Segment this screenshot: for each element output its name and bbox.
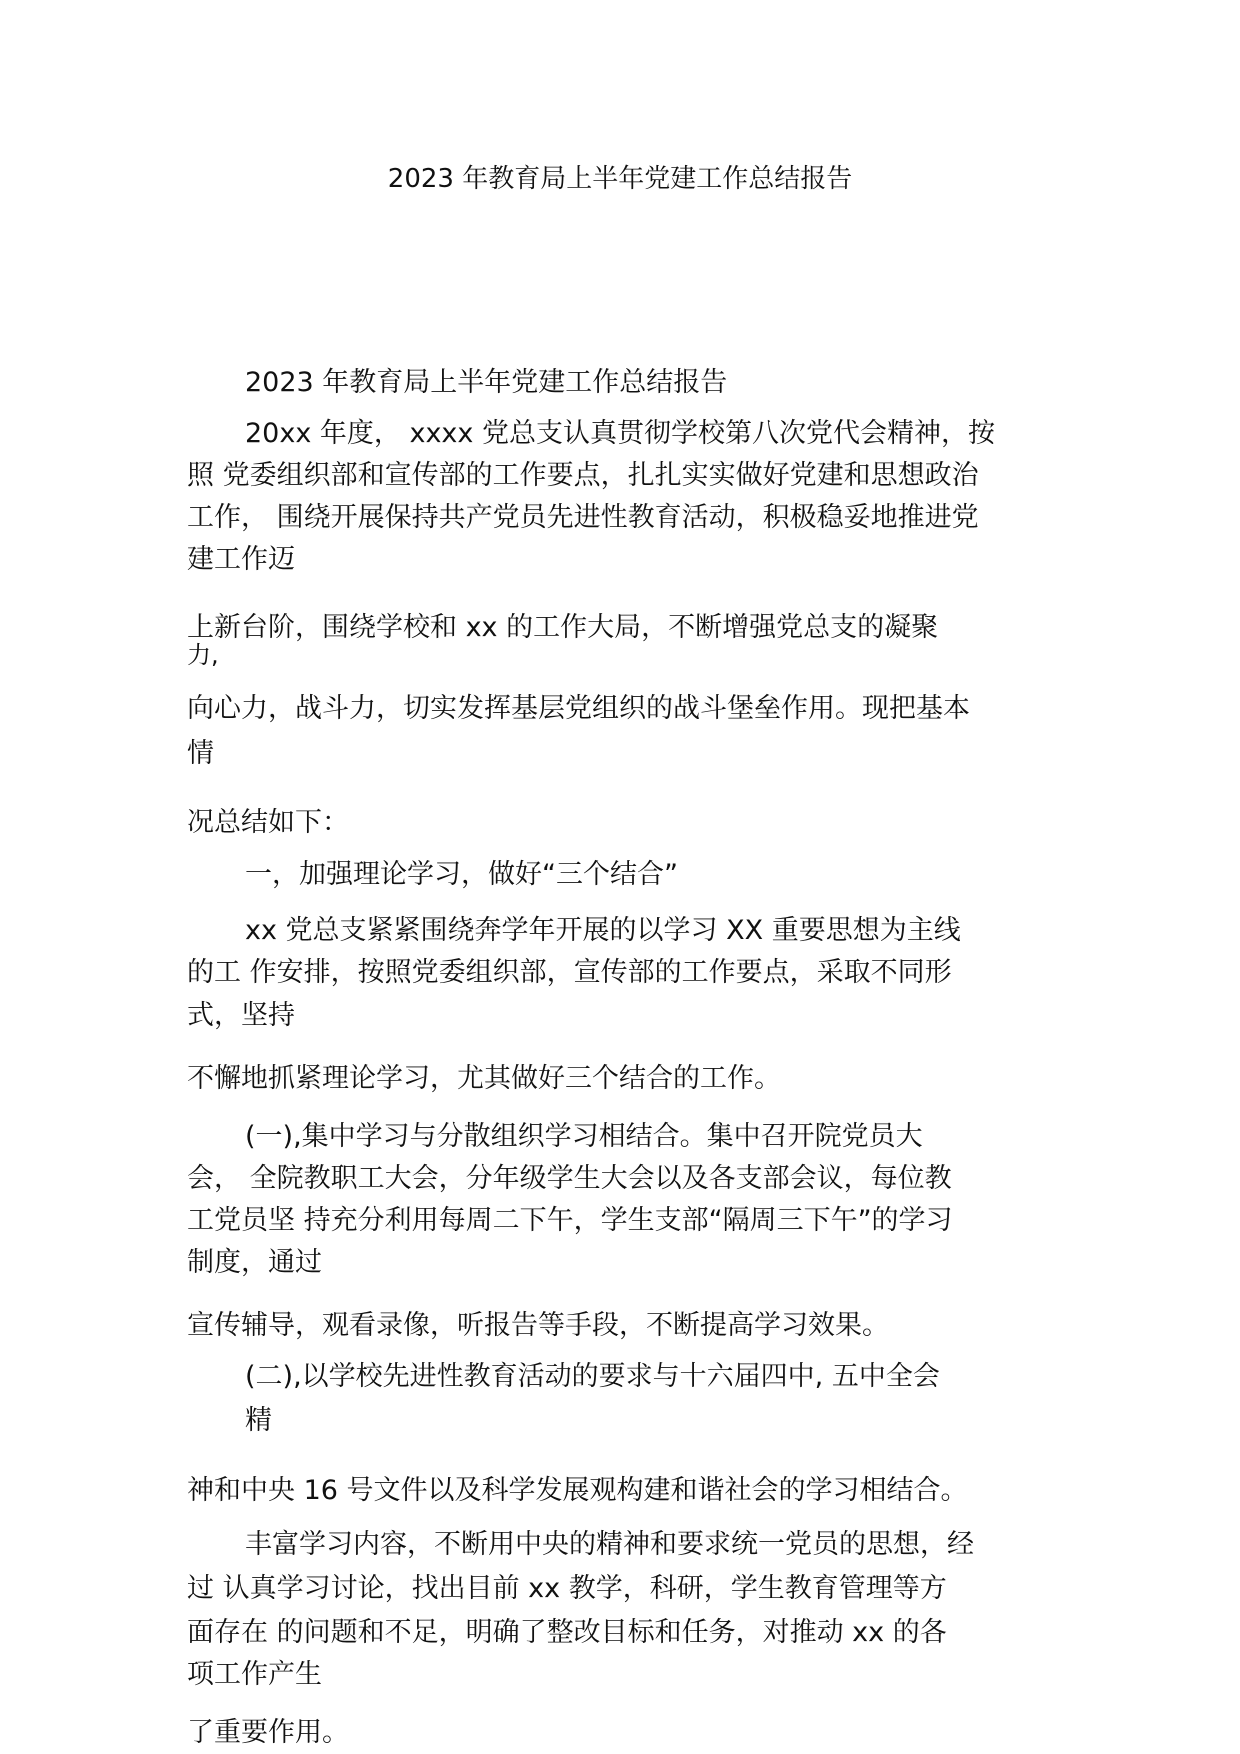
document-line: (二),以学校先进性教育活动的要求与十六届四中, 五中全会 [245,1361,940,1392]
document-line: 情 [187,738,214,769]
document-line: 会， 全院教职工大会，分年级学生大会以及各支部会议，每位教 [187,1163,952,1194]
document-line: 力, [187,641,219,669]
document-line: 20xx 年度， xxxx 党总支认真贯彻学校第八次党代会精神，按 [245,418,995,449]
document-heading: 一，加强理论学习，做好“三个结合” [245,859,678,890]
document-line: 丰富学习内容，不断用中央的精神和要求统一党员的思想，经 [245,1529,974,1560]
document-line: 上新台阶，围绕学校和 xx 的工作大局，不断增强党总支的凝聚 [187,612,939,643]
document-line: (一),集中学习与分散组织学习相结合。集中召开院党员大 [245,1121,923,1152]
document-line: 工党员坚 持充分利用每周二下午，学生支部“隔周三下午”的学习 [187,1205,953,1236]
document-line: 工作， 围绕开展保持共产党员先进性教育活动，积极稳妥地推进党 [187,502,979,533]
document-line: 不懈地抓紧理论学习，尤其做好三个结合的工作。 [187,1063,781,1094]
document-line: 建工作迈 [187,544,295,575]
document-line: 向心力，战斗力，切实发挥基层党组织的战斗堡垒作用。现把基本 [187,693,970,724]
document-line: xx 党总支紧紧围绕奔学年开展的以学习 XX 重要思想为主线 [245,915,961,946]
document-line: 宣传辅导，观看录像，听报告等手段，不断提高学习效果。 [187,1310,889,1341]
document-line: 神和中央 16 号文件以及科学发展观构建和谐社会的学习相结合。 [187,1475,968,1506]
page-title: 2023 年教育局上半年党建工作总结报告 [387,164,853,194]
document-line: 制度，通过 [187,1247,322,1278]
document-line: 2023 年教育局上半年党建工作总结报告 [245,367,728,398]
document-line: 的工 作安排，按照党委组织部，宣传部的工作要点，采取不同形 [187,957,952,988]
document-line: 况总结如下： [187,807,349,838]
document-line: 照 党委组织部和宣传部的工作要点，扎扎实实做好党建和思想政治 [187,460,979,491]
document-line: 精 [245,1405,272,1436]
document-line: 式，坚持 [187,1000,295,1031]
document-line: 了重要作用。 [187,1717,349,1748]
document-line: 过 认真学习讨论，找出目前 xx 教学，科研，学生教育管理等方 [187,1573,947,1604]
document-line: 项工作产生 [187,1659,322,1690]
document-line: 面存在 的问题和不足，明确了整改目标和任务，对推动 xx 的各 [187,1617,947,1648]
